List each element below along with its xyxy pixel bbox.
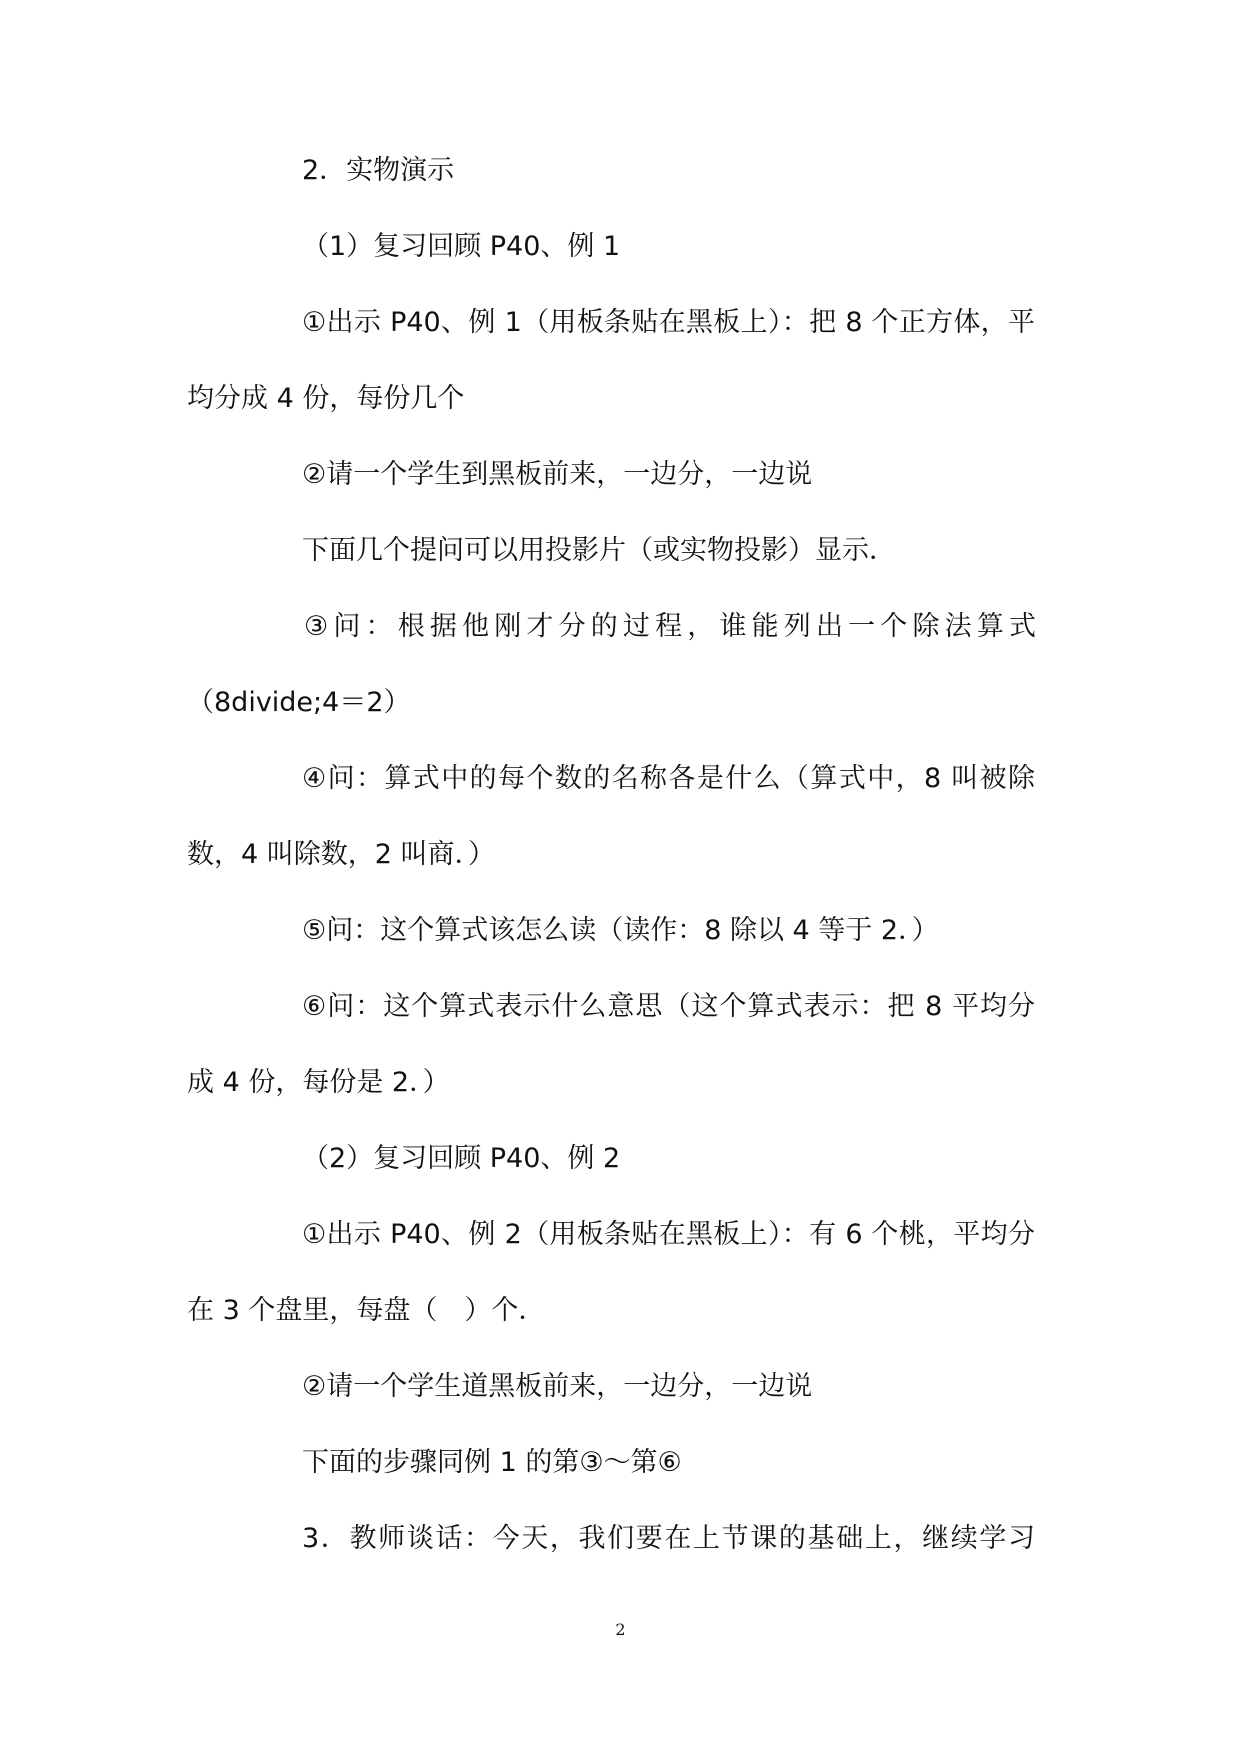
paragraph-line: ③问：根据他刚才分的过程，谁能列出一个除法算式 xyxy=(304,611,1036,642)
heading-demo: 2．实物演示 xyxy=(302,155,455,186)
paragraph-line: 在 3 个盘里，每盘（ ）个． xyxy=(187,1295,546,1326)
paragraph-line: （8divide;4＝2） xyxy=(187,687,411,718)
paragraph-line: 成 4 份，每份是 2．） xyxy=(187,1067,450,1098)
paragraph-line: 下面几个提问可以用投影片（或实物投影）显示． xyxy=(302,535,896,566)
paragraph-line: 均分成 4 份，每份几个 xyxy=(187,383,465,414)
paragraph-line: ②请一个学生道黑板前来，一边分，一边说 xyxy=(302,1371,813,1402)
paragraph-line: ②请一个学生到黑板前来，一边分，一边说 xyxy=(302,459,813,490)
paragraph-line: 下面的步骤同例 1 的第③～第⑥ xyxy=(302,1447,682,1478)
paragraph-line: ⑥问：这个算式表示什么意思（这个算式表示：把 8 平均分 xyxy=(302,991,1035,1022)
paragraph-line: ①出示 P40、例 2（用板条贴在黑板上）：有 6 个桃，平均分 xyxy=(302,1219,1035,1250)
subheading-review-example-2: （2）复习回顾 P40、例 2 xyxy=(302,1143,621,1174)
page-number: 2 xyxy=(615,1620,626,1639)
paragraph-line: ⑤问：这个算式该怎么读（读作：8 除以 4 等于 2．） xyxy=(302,915,939,946)
subheading-review-example-1: （1）复习回顾 P40、例 1 xyxy=(302,231,621,262)
paragraph-line: ①出示 P40、例 1（用板条贴在黑板上）：把 8 个正方体，平 xyxy=(302,307,1035,338)
heading-teacher-talk: 3．教师谈话：今天，我们要在上节课的基础上，继续学习 xyxy=(302,1523,1035,1554)
paragraph-line: ④问：算式中的每个数的名称各是什么（算式中，8 叫被除 xyxy=(302,763,1035,794)
paragraph-line: 数，4 叫除数，2 叫商．） xyxy=(187,839,496,870)
